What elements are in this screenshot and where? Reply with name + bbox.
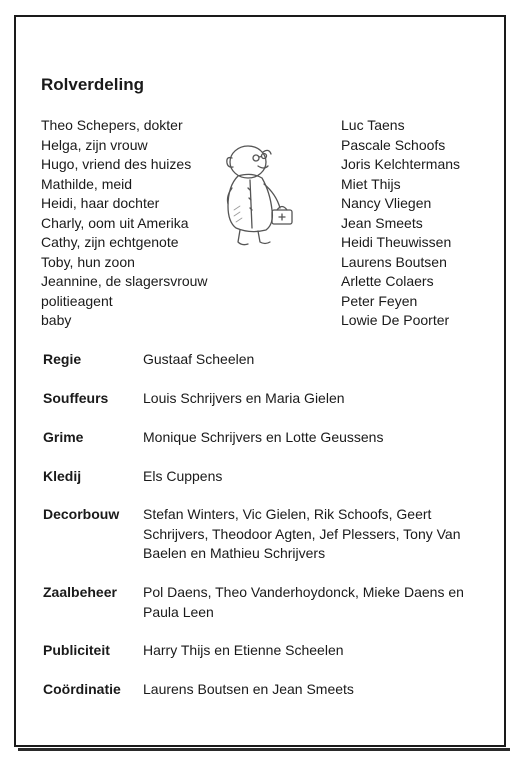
cast-actor: Laurens Boutsen	[341, 253, 447, 270]
cast-actor: Jean Smeets	[341, 214, 423, 231]
crew-value: Pol Daens, Theo Vanderhoydonck, Mieke Daens en Paula Leen	[143, 584, 464, 620]
crew-label: Coördinatie	[43, 681, 121, 697]
cast-role: Mathilde, meid	[41, 175, 133, 192]
cast-role: baby	[41, 312, 72, 328]
cast-actor: Nancy Vliegen	[341, 195, 432, 211]
cast-role: Heidi, haar dochter	[41, 195, 160, 211]
crew-value: Laurens Boutsen en Jean Smeets	[143, 681, 354, 697]
cast-actor: Arlette Colaers	[341, 273, 434, 289]
crew-value: Harry Thijs en Etienne Scheelen	[143, 642, 344, 658]
doctor-mascot-illustration	[212, 140, 308, 252]
cast-actor: Lowie De Poorter	[341, 312, 450, 328]
crew-label: Grime	[43, 429, 84, 445]
cast-actor: Miet Thijs	[341, 175, 401, 192]
cast-role: Jeannine, de slagersvrouw	[41, 273, 208, 289]
crew-value: Monique Schrijvers en Lotte Geussens	[143, 429, 384, 445]
cast-role: Charly, oom uit Amerika	[41, 214, 189, 231]
crew-label: Kledij	[43, 468, 82, 484]
cast-role: Cathy, zijn echtgenote	[41, 234, 179, 250]
crew-label: Souffeurs	[43, 390, 109, 406]
crew-label: Zaalbeheer	[43, 584, 117, 600]
cast-actor: Luc Taens	[341, 117, 405, 133]
cast-role: Toby, hun zoon	[41, 253, 135, 270]
crew-value: Stefan Winters, Vic Gielen, Rik Schoofs, Geert Schrijvers, Theodoor Agten, Jef Plessers, Tony Van Baelen en Mathieu Schrijvers	[143, 506, 461, 561]
page-title: Rolverdeling	[41, 75, 144, 94]
cast-actor: Pascale Schoofs	[341, 136, 446, 153]
cast-role: Hugo, vriend des huizes	[41, 156, 192, 172]
crew-label: Decorbouw	[43, 506, 120, 522]
cast-role: Helga, zijn vrouw	[41, 136, 148, 153]
crew-label: Regie	[43, 351, 82, 367]
cast-roles-list	[41, 116, 208, 331]
cast-actor: Joris Kelchtermans	[341, 156, 461, 172]
crew-label: Publiciteit	[43, 642, 110, 658]
crew-value: Louis Schrijvers en Maria Gielen	[143, 390, 345, 406]
cast-actor: Peter Feyen	[341, 292, 418, 309]
cast-role: Theo Schepers, dokter	[41, 117, 183, 133]
cast-role: politieagent	[41, 292, 113, 309]
crew-value: Els Cuppens	[143, 468, 223, 484]
cast-actors-list	[341, 116, 460, 331]
cast-actor: Heidi Theuwissen	[341, 234, 452, 250]
crew-value: Gustaaf Scheelen	[143, 351, 255, 367]
